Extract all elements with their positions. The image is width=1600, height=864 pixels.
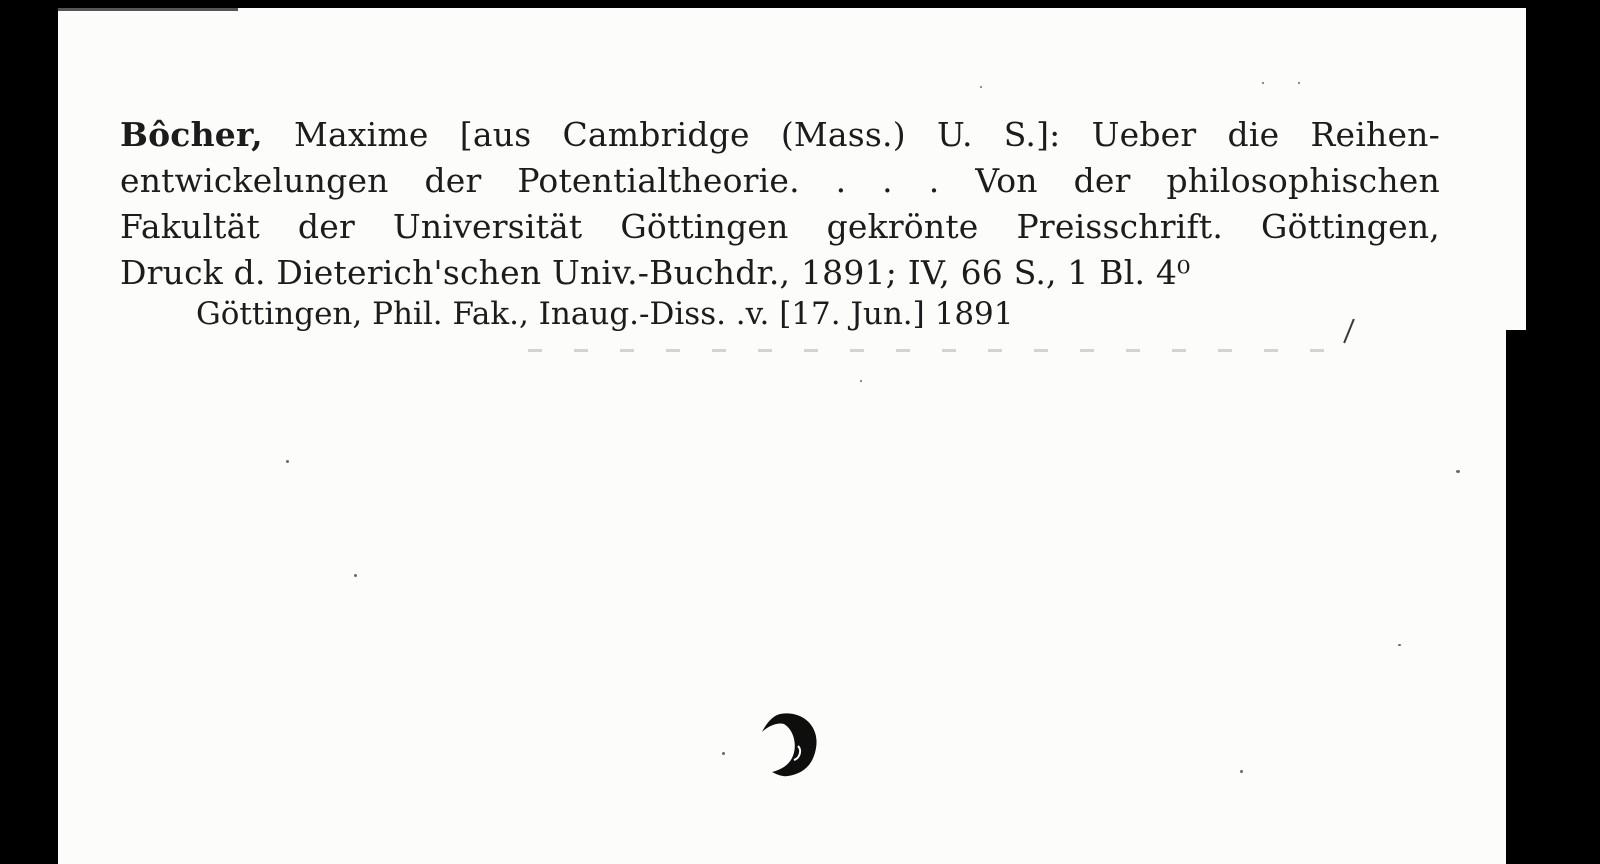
catalog-entry <box>120 112 1440 296</box>
dust-speck <box>860 380 862 382</box>
dust-speck <box>1240 770 1243 773</box>
ink-blot <box>758 708 828 788</box>
catalog-card <box>58 8 1526 864</box>
dissertation-note: Göttingen, Phil. Fak., Inaug.-Diss. .v. [17. Jun.] 1891 <box>196 296 1014 332</box>
scan-border-step <box>1506 330 1526 864</box>
card-top-edge <box>58 8 238 11</box>
dust-speck <box>980 86 982 88</box>
dust-speck <box>1262 82 1264 84</box>
faint-bleed-through <box>528 349 1328 352</box>
entry-line-2: entwickelungen der Potentialtheorie. . . . Von der philosophischen <box>120 161 1440 200</box>
dust-speck <box>354 574 357 577</box>
dust-speck <box>722 752 725 755</box>
pen-stroke-mark <box>1343 319 1355 344</box>
author-name: Bôcher, <box>120 115 263 154</box>
entry-line-1 <box>120 112 1440 158</box>
entry-line-1-rest: Maxime [aus Cambridge (Mass.) U. S.]: Ueber die Reihen- <box>294 115 1440 154</box>
dust-speck <box>1456 470 1460 473</box>
entry-line-3: Fakultät der Universität Göttingen gekrönte Preisschrift. Göttingen, <box>120 207 1440 246</box>
dust-speck <box>1398 644 1401 646</box>
entry-line-4: Druck d. Dieterich'schen Univ.-Buchdr., 1891; IV, 66 S., 1 Bl. 4⁰ <box>120 253 1191 292</box>
dust-speck <box>286 460 289 463</box>
dust-speck <box>1298 82 1300 84</box>
